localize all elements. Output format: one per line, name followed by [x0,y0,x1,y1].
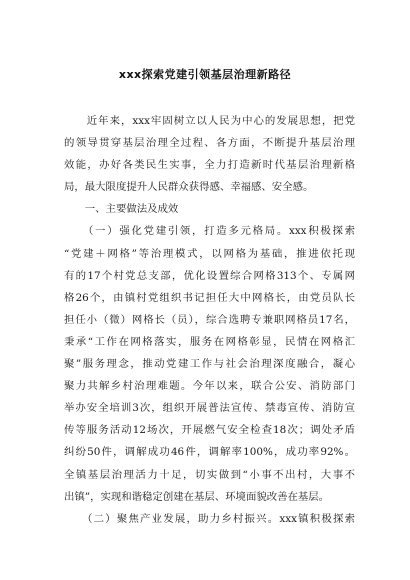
body-line: （二）聚焦产业发展，助力乡村振兴。xxx镇积极探索 [64,512,355,525]
body-line: 聚力共解乡村治理难题。今年以来，联合公安、消防部门 [64,380,355,393]
section-heading: 一、主要做法及成效 [64,203,179,216]
document-body [64,110,355,530]
body-line: 秉承“工作在网格落实，服务在网格彰显，民情在网格汇 [64,335,355,348]
body-line: 的领导贯穿基层治理全过程、各方面，不断提升基层治理 [64,137,355,150]
body-line: 举办安全培训3次，组织开展普法宣传、禁毒宣传、消防宣 [64,402,355,415]
body-line: 担任小（微）网格长（员），综合选聘专兼职网格员17名， [64,313,355,326]
body-line: 格26个，由镇村党组织书记担任大中网格长，由党员队长 [64,291,355,304]
body-line: 传等服务活动12场次，开展燃气安全检查18次；调处矛盾 [64,424,355,437]
body-line: 效能，办好各类民生实事，全力打造新时代基层治理新格 [64,159,355,172]
body-line: 全镇基层治理活力十足，切实做到“小事不出村，大事不 [64,468,355,481]
body-line: （一）强化党建引领，打造多元格局。xxx积极探索 [64,225,355,238]
document-title: xxx探索党建引领基层治理新路径 [118,68,292,81]
body-line: 近年来，xxx牢固树立以人民为中心的发展思想，把党 [64,115,355,127]
body-line: 出镇”，实现和谐稳定创建在基层、环境面貌改善在基层。 [64,490,330,503]
body-line: 聚”服务理念，推动党建工作与社会治理深度融合，凝心 [64,358,355,371]
body-line: 局，最大限度提升人民群众获得感、幸福感、安全感。 [64,181,314,194]
body-line: 纠纷50件，调解成功46件，调解率100%，成功率92%。 [64,446,355,459]
body-line: “党建＋网格”等治理模式，以网格为基础，推进依托现 [64,247,355,260]
body-line: 有的17个村党总支部，优化设置综合网格313个、专属网 [64,269,355,282]
